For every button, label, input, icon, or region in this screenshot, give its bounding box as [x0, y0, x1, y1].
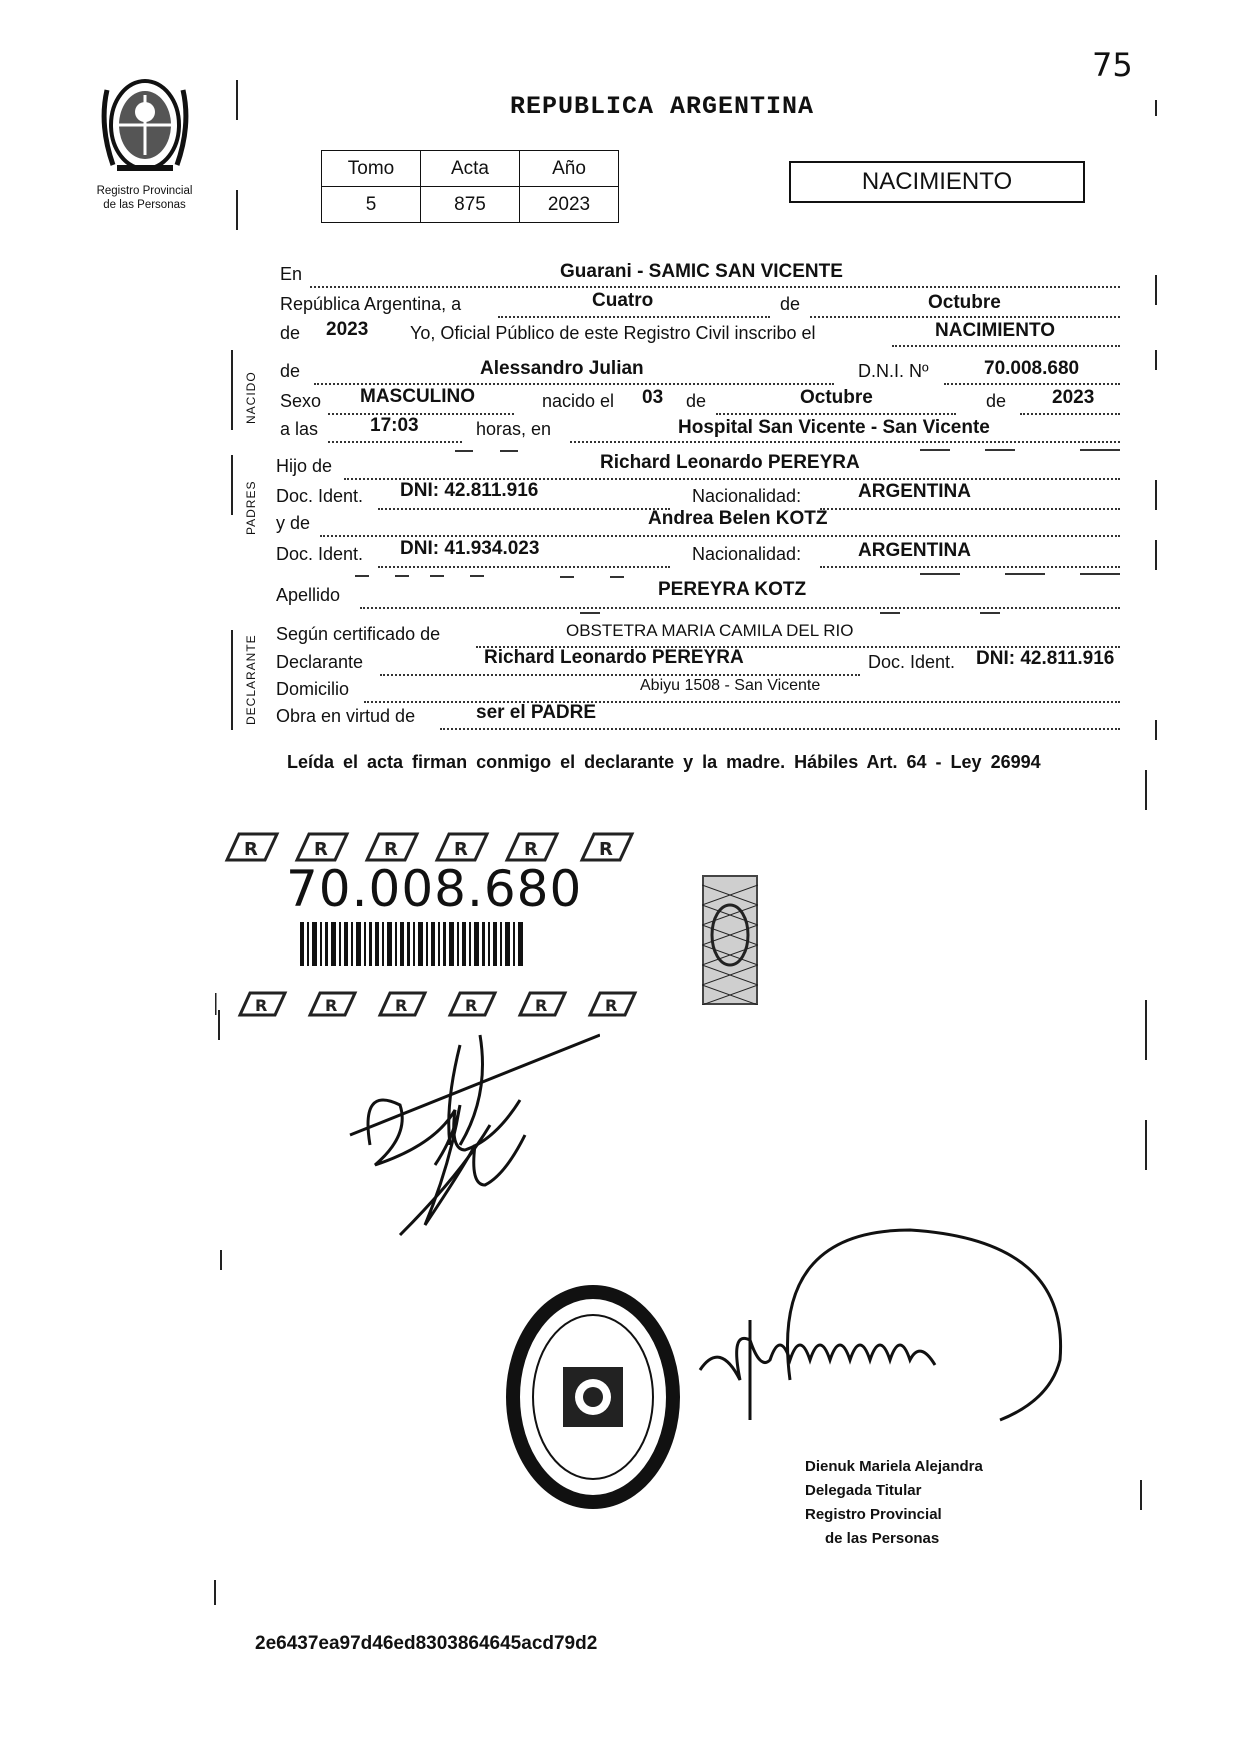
officer-name: Dienuk Mariela Alejandra: [805, 1458, 983, 1475]
form-row-certificate: Según certificado de OBSTETRA MARIA CAMILA DEL RIO: [280, 624, 1135, 650]
registry-logo: [82, 70, 207, 226]
registry-r-pattern-icon: [222, 828, 652, 862]
year-value: 2023: [326, 319, 369, 340]
barcode-icon: [300, 922, 525, 966]
birth-time-value: 17:03: [370, 415, 419, 436]
registry-r-pattern-icon: [215, 987, 655, 1017]
security-pattern-bottom: [215, 987, 655, 1017]
form-row-date: República Argentina, a Cuatro de Octubre: [280, 294, 1135, 320]
svg-text:R: R: [524, 839, 538, 860]
side-label-declarante: DECLARANTE: [244, 634, 258, 725]
country-title: REPUBLICA ARGENTINA: [510, 92, 815, 121]
form-row-time: a las 17:03 horas, en Hospital San Vicente - San Vicente: [280, 419, 1135, 445]
birth-month-value: Octubre: [800, 387, 873, 408]
svg-text:R: R: [605, 996, 618, 1015]
svg-text:R: R: [395, 996, 408, 1015]
form-row-father-doc: Doc. Ident. DNI: 42.811.916 Nacionalidad: ARGENTINA: [280, 486, 1135, 512]
dni-security-number: 70.008.680: [286, 860, 583, 918]
hologram-icon: [702, 875, 758, 1005]
signature-icon: [690, 1220, 1080, 1440]
acta-value: 875: [421, 187, 520, 223]
birth-place-value: Hospital San Vicente - San Vicente: [678, 417, 990, 438]
svg-text:R: R: [244, 839, 258, 860]
event-value: NACIMIENTO: [935, 320, 1055, 341]
sex-value: MASCULINO: [360, 386, 476, 407]
officer-title: Delegada Titular: [805, 1482, 922, 1499]
form-row-yo: de 2023 Yo, Oficial Público de este Registro Civil inscribo el NACIMIENTO: [280, 323, 1135, 349]
svg-text:R: R: [599, 839, 613, 860]
mother-nationality-value: ARGENTINA: [858, 540, 971, 561]
form-row-declarant: Declarante Richard Leonardo PEREYRA Doc. Ident. DNI: 42.811.916: [280, 652, 1135, 678]
declarant-doc-value: DNI: 42.811.916: [976, 648, 1115, 669]
mother-doc-value: DNI: 41.934.023: [400, 538, 540, 559]
form-row-surname: Apellido PEREYRA KOTZ: [280, 585, 1135, 611]
officer-office: Registro Provincial: [805, 1506, 942, 1523]
surname-value: PEREYRA KOTZ: [658, 579, 807, 600]
side-label-padres: PADRES: [244, 480, 258, 535]
anio-value: 2023: [520, 187, 619, 223]
form-row-father: Hijo de Richard Leonardo PEREYRA: [280, 456, 1135, 482]
seal-icon: [505, 1285, 680, 1510]
day-words-value: Cuatro: [592, 290, 654, 311]
barcode: [300, 922, 525, 966]
officer-block: [805, 1455, 983, 1551]
svg-text:R: R: [384, 839, 398, 860]
form-row-capacity: Obra en virtud de ser el PADRE: [280, 706, 1135, 732]
officer-office2: de las Personas: [825, 1530, 940, 1547]
birth-year-value: 2023: [1052, 387, 1095, 408]
address-value: Abiyu 1508 - San Vicente: [640, 677, 821, 694]
form-row-sex: Sexo MASCULINO nacido el 03 de Octubre de 2023: [280, 391, 1135, 417]
child-dni-value: 70.008.680: [984, 358, 1080, 379]
svg-text:R: R: [465, 996, 478, 1015]
table-header: Año: [520, 151, 619, 187]
coat-of-arms-icon: [97, 70, 193, 180]
svg-text:R: R: [314, 839, 328, 860]
declarant-value: Richard Leonardo PEREYRA: [484, 647, 744, 668]
official-seal: [505, 1285, 680, 1510]
declarant-signature: [340, 1025, 600, 1255]
legal-footnote: Leída el acta firman conmigo el declarante y la madre. Hábiles Art. 64 - Ley 26994: [287, 752, 1041, 772]
document-hash: 2e6437ea97d46ed8303864645acd79d2: [255, 1633, 598, 1654]
side-label-nacido: NACIDO: [244, 371, 258, 424]
month-value: Octubre: [928, 292, 1001, 313]
table-header: Tomo: [322, 151, 421, 187]
svg-text:R: R: [255, 996, 268, 1015]
form-row-mother: y de Andrea Belen KOTZ: [280, 513, 1135, 539]
tomo-value: 5: [322, 187, 421, 223]
child-name-value: Alessandro Julian: [480, 358, 644, 379]
form-row-name: de Alessandro Julian D.N.I. Nº 70.008.680: [280, 361, 1135, 387]
registry-caption: Registro Provincial de las Personas: [96, 185, 193, 211]
father-nationality-value: ARGENTINA: [858, 481, 971, 502]
father-doc-value: DNI: 42.811.916: [400, 480, 539, 501]
birth-day-value: 03: [642, 387, 664, 408]
form-row-address: Domicilio Abiyu 1508 - San Vicente: [280, 679, 1135, 705]
officer-signature: [690, 1220, 1080, 1440]
certificate-value: OBSTETRA MARIA CAMILA DEL RIO: [566, 621, 854, 640]
table-header: Acta: [421, 151, 520, 187]
page-number: 75: [1092, 46, 1133, 84]
capacity-value: ser el PADRE: [476, 702, 597, 723]
record-type-box: NACIMIENTO: [789, 161, 1085, 203]
reference-table: [321, 150, 619, 223]
place-value: Guarani - SAMIC SAN VICENTE: [560, 261, 843, 282]
svg-text:R: R: [325, 996, 338, 1015]
mother-name-value: Andrea Belen KOTZ: [648, 508, 828, 529]
signature-icon: [340, 1025, 600, 1255]
form-row-mother-doc: Doc. Ident. DNI: 41.934.023 Nacionalidad: ARGENTINA: [280, 544, 1135, 570]
svg-text:R: R: [454, 839, 468, 860]
security-pattern-top: [222, 828, 652, 862]
form-row-en: En Guarani - SAMIC SAN VICENTE: [280, 264, 1135, 290]
security-hologram: [702, 875, 758, 1005]
svg-text:R: R: [535, 996, 548, 1015]
father-name-value: Richard Leonardo PEREYRA: [600, 452, 860, 473]
